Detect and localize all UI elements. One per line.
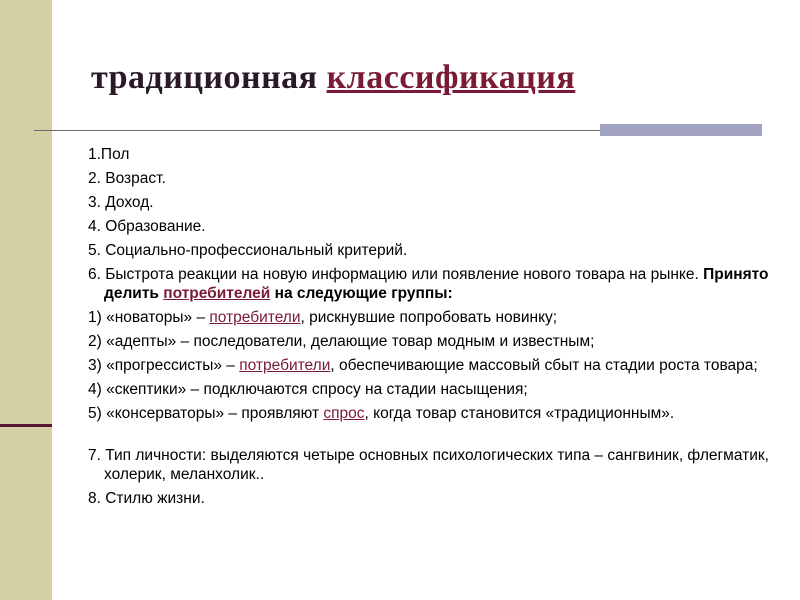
list-item-social-professional: 5. Социально-профессиональный критерий.: [88, 242, 408, 259]
content-list: [88, 145, 778, 513]
slide-title: [91, 52, 575, 104]
list-item-skeptics: 4) «скептики» – подключаются спросу на стадии насыщения;: [88, 381, 528, 398]
side-decoration-mark: [0, 424, 52, 427]
item-text: 3) «прогрессисты» –: [88, 357, 240, 374]
item-text: 5) «консерваторы» – проявляют: [88, 405, 324, 422]
item-text: , рискнувшие попробовать новинку;: [300, 309, 558, 326]
list-item-reaction-speed: [88, 265, 778, 303]
list-item-age: 2. Возраст.: [88, 170, 166, 187]
title-divider: [34, 130, 602, 131]
item-text: , обеспечивающие массовый сбыт на стадии роста товара;: [330, 357, 758, 374]
title-text: традиционная: [91, 59, 318, 96]
title-link[interactable]: классификация: [326, 59, 576, 96]
consumers-link[interactable]: потребители: [239, 357, 331, 374]
list-item-sex: 1.Пол: [88, 146, 130, 163]
consumers-link[interactable]: потребителей: [163, 285, 271, 302]
side-decoration-band: [0, 0, 52, 600]
list-item-progressives: [88, 356, 778, 375]
item-bold-text: Принято делить: [104, 266, 769, 302]
list-item-lifestyle: 8. Стилю жизни.: [88, 490, 205, 507]
spacer: [88, 428, 778, 446]
list-item-innovators: [88, 308, 778, 327]
accent-bar: [600, 124, 762, 136]
list-item-income: 3. Доход.: [88, 194, 154, 211]
demand-link[interactable]: спрос: [323, 405, 365, 422]
consumers-link[interactable]: потребители: [209, 309, 301, 326]
item-text: 6. Быстрота реакции на новую информацию или появление нового товара на рынке.: [88, 266, 704, 283]
list-item-personality-type: 7. Тип личности: выделяются четыре основных психологических типа – сангвиник, флегматик, холерик, меланхолик..: [88, 447, 769, 483]
list-item-education: 4. Образование.: [88, 218, 206, 235]
item-text: 1) «новаторы» –: [88, 309, 210, 326]
list-item-conservatives: [88, 404, 778, 423]
item-bold-text: на следующие группы:: [270, 285, 453, 302]
list-item-adepts: 2) «адепты» – последователи, делающие товар модным и известным;: [88, 333, 595, 350]
item-text: , когда товар становится «традиционным».: [364, 405, 675, 422]
